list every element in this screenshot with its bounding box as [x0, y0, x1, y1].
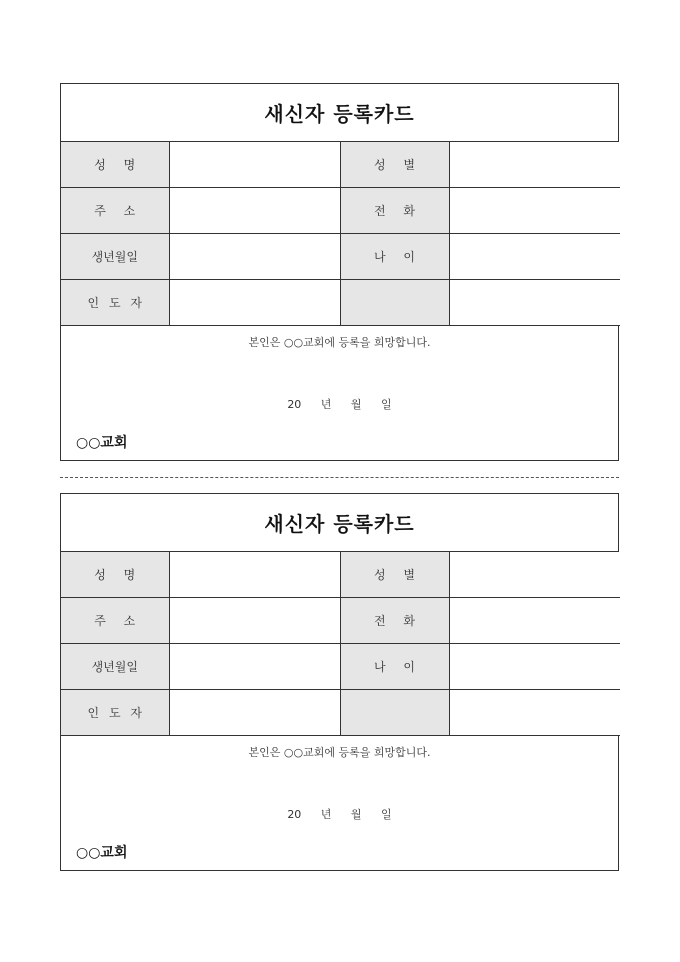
blank-label: [340, 280, 449, 326]
blank-label: [340, 690, 449, 736]
phone-label: 전 화: [340, 188, 449, 234]
gender-label: 성 별: [340, 552, 449, 598]
guide-field[interactable]: [169, 690, 340, 736]
address-label: 주 소: [61, 188, 169, 234]
phone-field[interactable]: [449, 188, 620, 234]
blank-field[interactable]: [449, 280, 620, 326]
guide-field[interactable]: [169, 280, 340, 326]
name-field[interactable]: [169, 142, 340, 188]
church-name: ○○교회: [76, 435, 128, 451]
gender-label: 성 별: [340, 142, 449, 188]
age-field[interactable]: [449, 644, 620, 690]
card-title: 새신자 등록카드: [61, 84, 618, 142]
gender-field[interactable]: [449, 142, 620, 188]
table-row: [61, 690, 620, 736]
name-label: 성 명: [61, 552, 169, 598]
age-label: 나 이: [340, 644, 449, 690]
date-line: 20 년 월 일: [287, 398, 392, 411]
registration-card-bottom: [60, 493, 619, 871]
table-row: [61, 142, 620, 188]
consent-text: 본인은 ○○교회에 등록을 희망합니다.: [248, 336, 431, 349]
table-row: [61, 234, 620, 280]
gender-field[interactable]: [449, 552, 620, 598]
consent-text: 본인은 ○○교회에 등록을 희망합니다.: [248, 746, 431, 759]
table-row: [61, 644, 620, 690]
phone-field[interactable]: [449, 598, 620, 644]
birthdate-field[interactable]: [169, 234, 340, 280]
table-row: [61, 280, 620, 326]
registration-card-top: [60, 83, 619, 461]
address-field[interactable]: [169, 598, 340, 644]
address-field[interactable]: [169, 188, 340, 234]
phone-label: 전 화: [340, 598, 449, 644]
info-table: [61, 552, 620, 736]
table-row: [61, 552, 620, 598]
table-row: [61, 188, 620, 234]
age-field[interactable]: [449, 234, 620, 280]
table-row: [61, 598, 620, 644]
blank-field[interactable]: [449, 690, 620, 736]
name-label: 성 명: [61, 142, 169, 188]
guide-label: 인 도 자: [61, 690, 169, 736]
birthdate-label: 생년월일: [61, 234, 169, 280]
birthdate-label: 생년월일: [61, 644, 169, 690]
cut-line: [60, 477, 619, 478]
date-line: 20 년 월 일: [287, 808, 392, 821]
address-label: 주 소: [61, 598, 169, 644]
info-table: [61, 142, 620, 326]
guide-label: 인 도 자: [61, 280, 169, 326]
card-title: 새신자 등록카드: [61, 494, 618, 552]
name-field[interactable]: [169, 552, 340, 598]
birthdate-field[interactable]: [169, 644, 340, 690]
age-label: 나 이: [340, 234, 449, 280]
church-name: ○○교회: [76, 845, 128, 861]
